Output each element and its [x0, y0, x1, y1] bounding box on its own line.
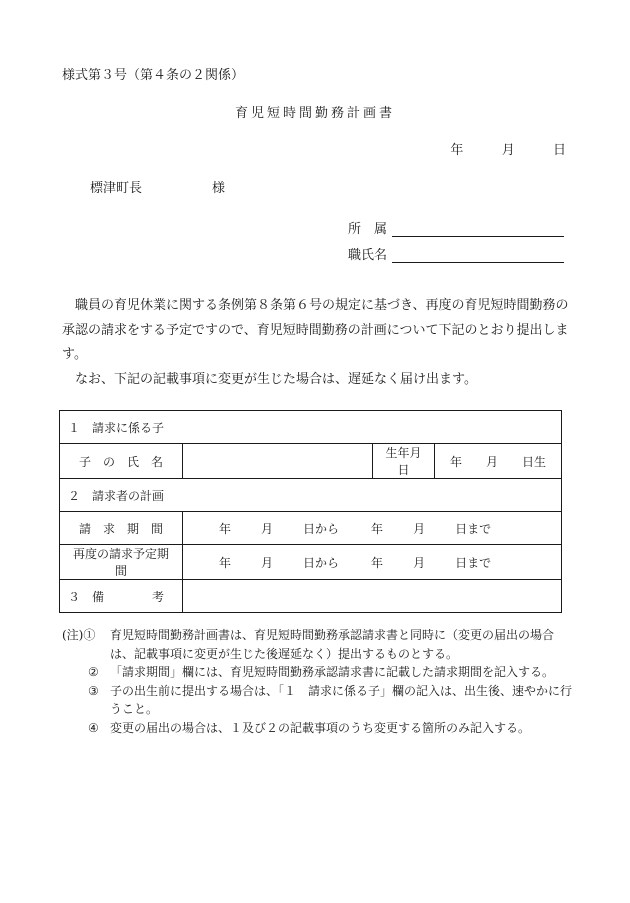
- section-child: １ 請求に係る子: [60, 411, 562, 444]
- birth-date-label: 生年月日: [373, 444, 435, 479]
- addressee-name: 標津町長: [90, 181, 143, 196]
- form-number: 様式第３号（第４条の２関係）: [62, 68, 245, 83]
- name-label: 職氏名: [348, 248, 388, 263]
- re-request-period-label: 再度の請求予定期間: [60, 545, 183, 580]
- note-2-text: 「請求期間」欄には、育児短時間勤務承認請求書に記載した請求期間を記入する。: [110, 665, 555, 679]
- period-month-end: 月: [413, 521, 426, 536]
- notes: [62, 626, 572, 737]
- section-plan: ２ 請求者の計画: [60, 479, 562, 512]
- period-month: 月: [261, 521, 274, 536]
- child-name-field[interactable]: [183, 444, 373, 479]
- period-to: 日まで: [455, 521, 492, 536]
- note-3-text: 子の出生前に提出する場合は、「１ 請求に係る子」欄の記入は、出生後、速やかに行うこと。: [110, 683, 573, 716]
- period-year: 年: [219, 555, 232, 570]
- date-day: 日: [552, 143, 566, 158]
- period-year-end: 年: [371, 555, 384, 570]
- period-year: 年: [219, 521, 232, 536]
- body-paragraph-2: なお、下記の記載事項に変更が生じた場合は、遅延なく届け出ます。: [75, 371, 477, 387]
- note-4: [62, 719, 572, 738]
- request-period-label: 請 求 期 間: [60, 512, 183, 545]
- date-year: 年: [450, 143, 464, 158]
- date-line: [450, 139, 566, 158]
- note-4-number: ④: [88, 720, 99, 735]
- date-month: 月: [501, 143, 515, 158]
- birth-date-field[interactable]: 年 月 日生: [435, 444, 562, 479]
- re-request-period-field[interactable]: [183, 545, 562, 580]
- child-name-label: 子 の 氏 名: [60, 444, 183, 479]
- note-3: [62, 682, 572, 719]
- addressee-honorific: 様: [212, 181, 226, 196]
- note-2-number: ②: [88, 665, 99, 679]
- period-from: 日から: [303, 555, 340, 570]
- note-3-number: ③: [88, 683, 99, 698]
- request-period-field[interactable]: [183, 512, 562, 545]
- note-1: [62, 626, 572, 663]
- signature-name: [348, 244, 564, 263]
- body-text: [62, 294, 572, 392]
- note-2: [62, 663, 572, 682]
- name-field[interactable]: [392, 248, 564, 263]
- addressee: [90, 177, 225, 196]
- period-from: 日から: [303, 521, 340, 536]
- remarks-field[interactable]: [183, 580, 562, 613]
- department-field[interactable]: [392, 222, 564, 237]
- period-month-end: 月: [413, 555, 426, 570]
- period-to: 日まで: [455, 555, 492, 570]
- remarks-label: ３ 備 考: [60, 580, 183, 613]
- document-title: 育児短時間勤務計画書: [234, 106, 395, 121]
- period-month: 月: [261, 555, 274, 570]
- note-1-text: 育児短時間勤務計画書は、育児短時間勤務承認請求書と同時に（変更の届出の場合は、記載事項に変更が生じた後遅延なく）提出するものとする。: [110, 628, 555, 661]
- body-paragraph-1: 職員の育児休業に関する条例第８条第６号の規定に基づき、再度の育児短時間勤務の承認の請求をする予定ですので、育児短時間勤務の計画について下記のとおり提出します。: [62, 298, 569, 362]
- signature-department: [348, 218, 564, 237]
- period-year-end: 年: [371, 521, 384, 536]
- note-prefix: (注)①: [62, 628, 96, 642]
- department-label: 所 属: [348, 222, 388, 237]
- note-4-text: 変更の届出の場合は、１及び２の記載事項のうち変更する箇所のみ記入する。: [110, 720, 531, 735]
- plan-table: [59, 410, 562, 613]
